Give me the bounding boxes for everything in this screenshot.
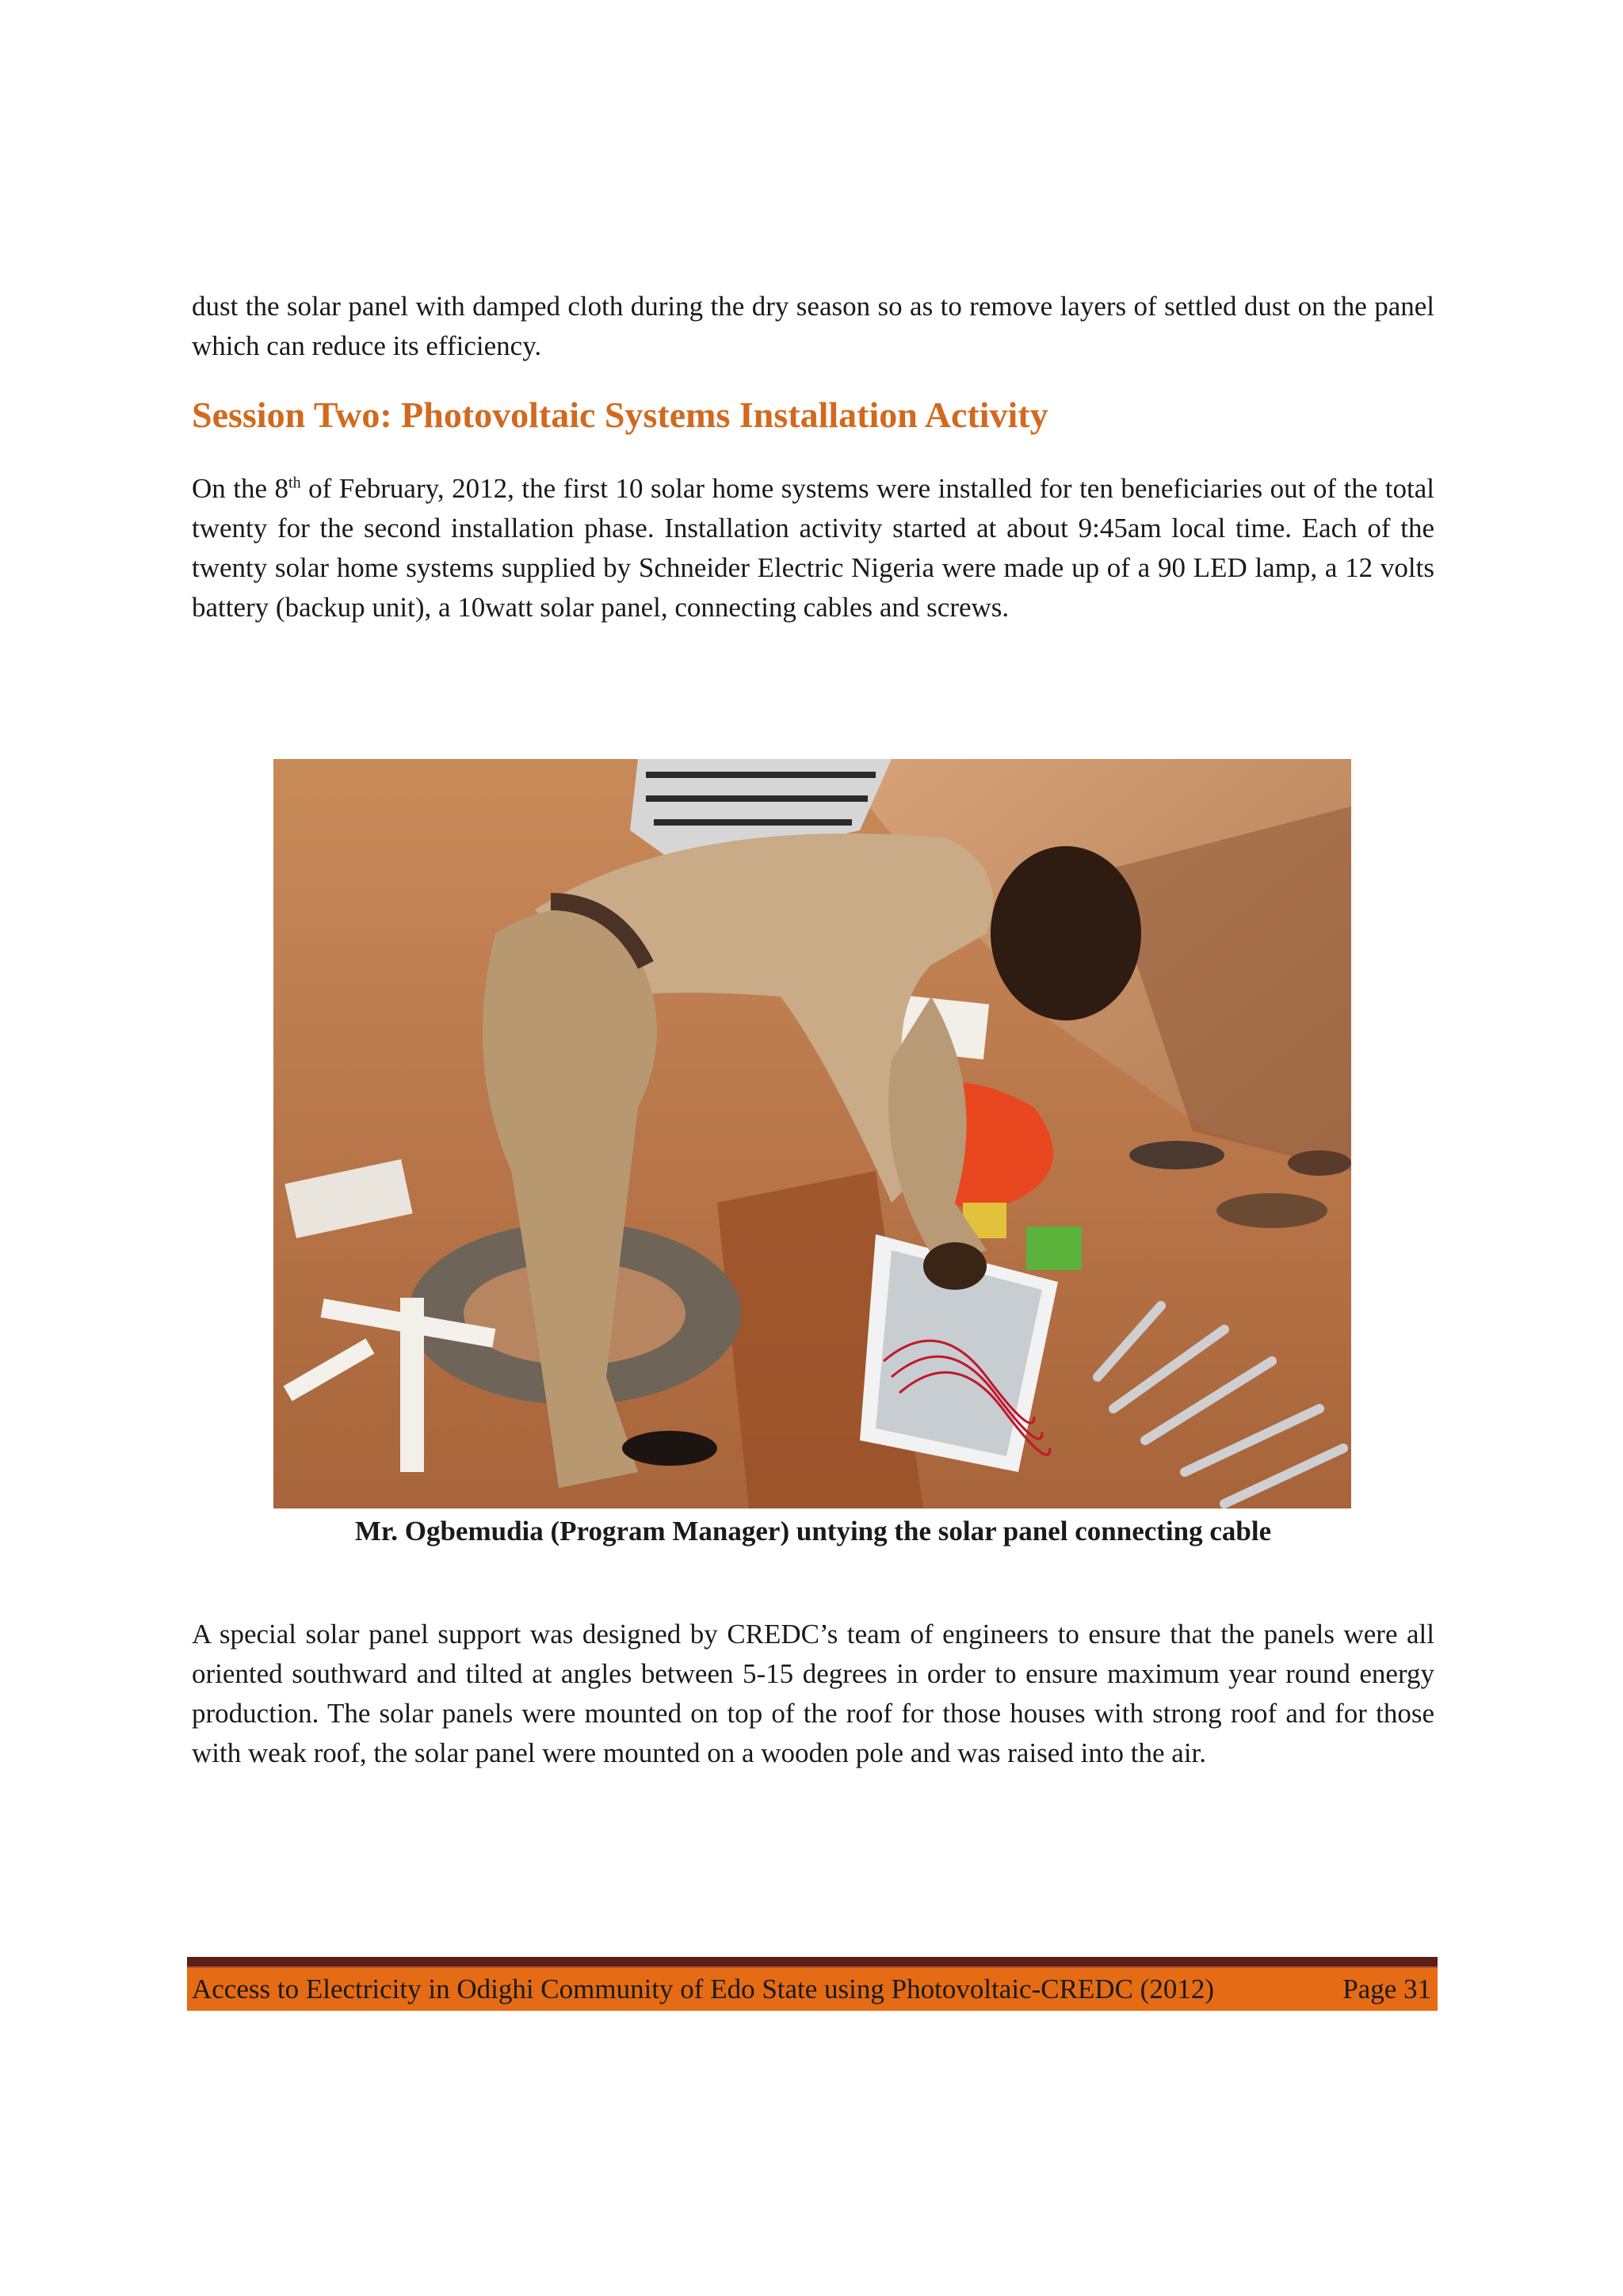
- footer-title: Access to Electricity in Odighi Community of Edo State using Photovoltaic-CREDC (2012): [192, 1974, 1214, 2004]
- page-number: Page 31: [1342, 1974, 1431, 2004]
- photo-caption: Mr. Ogbemudia (Program Manager) untying the solar panel connecting cable: [354, 1516, 1272, 1547]
- section-heading: Session Two: Photovoltaic Systems Installation Activity: [192, 395, 1048, 435]
- intro-paragraph: dust the solar panel with damped cloth during the dry season so as to remove layers of settled dust on the panel which can reduce its efficiency.: [192, 291, 1434, 361]
- installation-photo: [273, 759, 1351, 1508]
- footer-divider: [187, 1957, 1438, 1968]
- installation-paragraph-rest: of February, 2012, the first 10 solar home systems were installed for ten beneficiaries out of the total twenty for the second installation phase. Installation activity started at about 9:45am local time. Each of the twenty solar home systems supplied by Schneider Electric Nigeria were made up of a 90 LED lamp, a 12 volts battery (backup unit), a 10watt solar panel, connecting cables and screws.: [192, 473, 1434, 623]
- footer-bar: [187, 1968, 1438, 2011]
- installation-paragraph: [192, 469, 1434, 627]
- ordinal-superscript: th: [288, 474, 301, 492]
- installation-paragraph-lead: On the 8: [192, 473, 289, 504]
- support-paragraph: A special solar panel support was designed by CREDC’s team of engineers to ensure that the panels were all oriented southward and tilted at angles between 5-15 degrees in order to ensure maximum year round energy production. The solar panels were mounted on top of the roof for those houses with strong roof and for those with weak roof, the solar panel were mounted on a wooden pole and was raised into the air.: [192, 1619, 1434, 1768]
